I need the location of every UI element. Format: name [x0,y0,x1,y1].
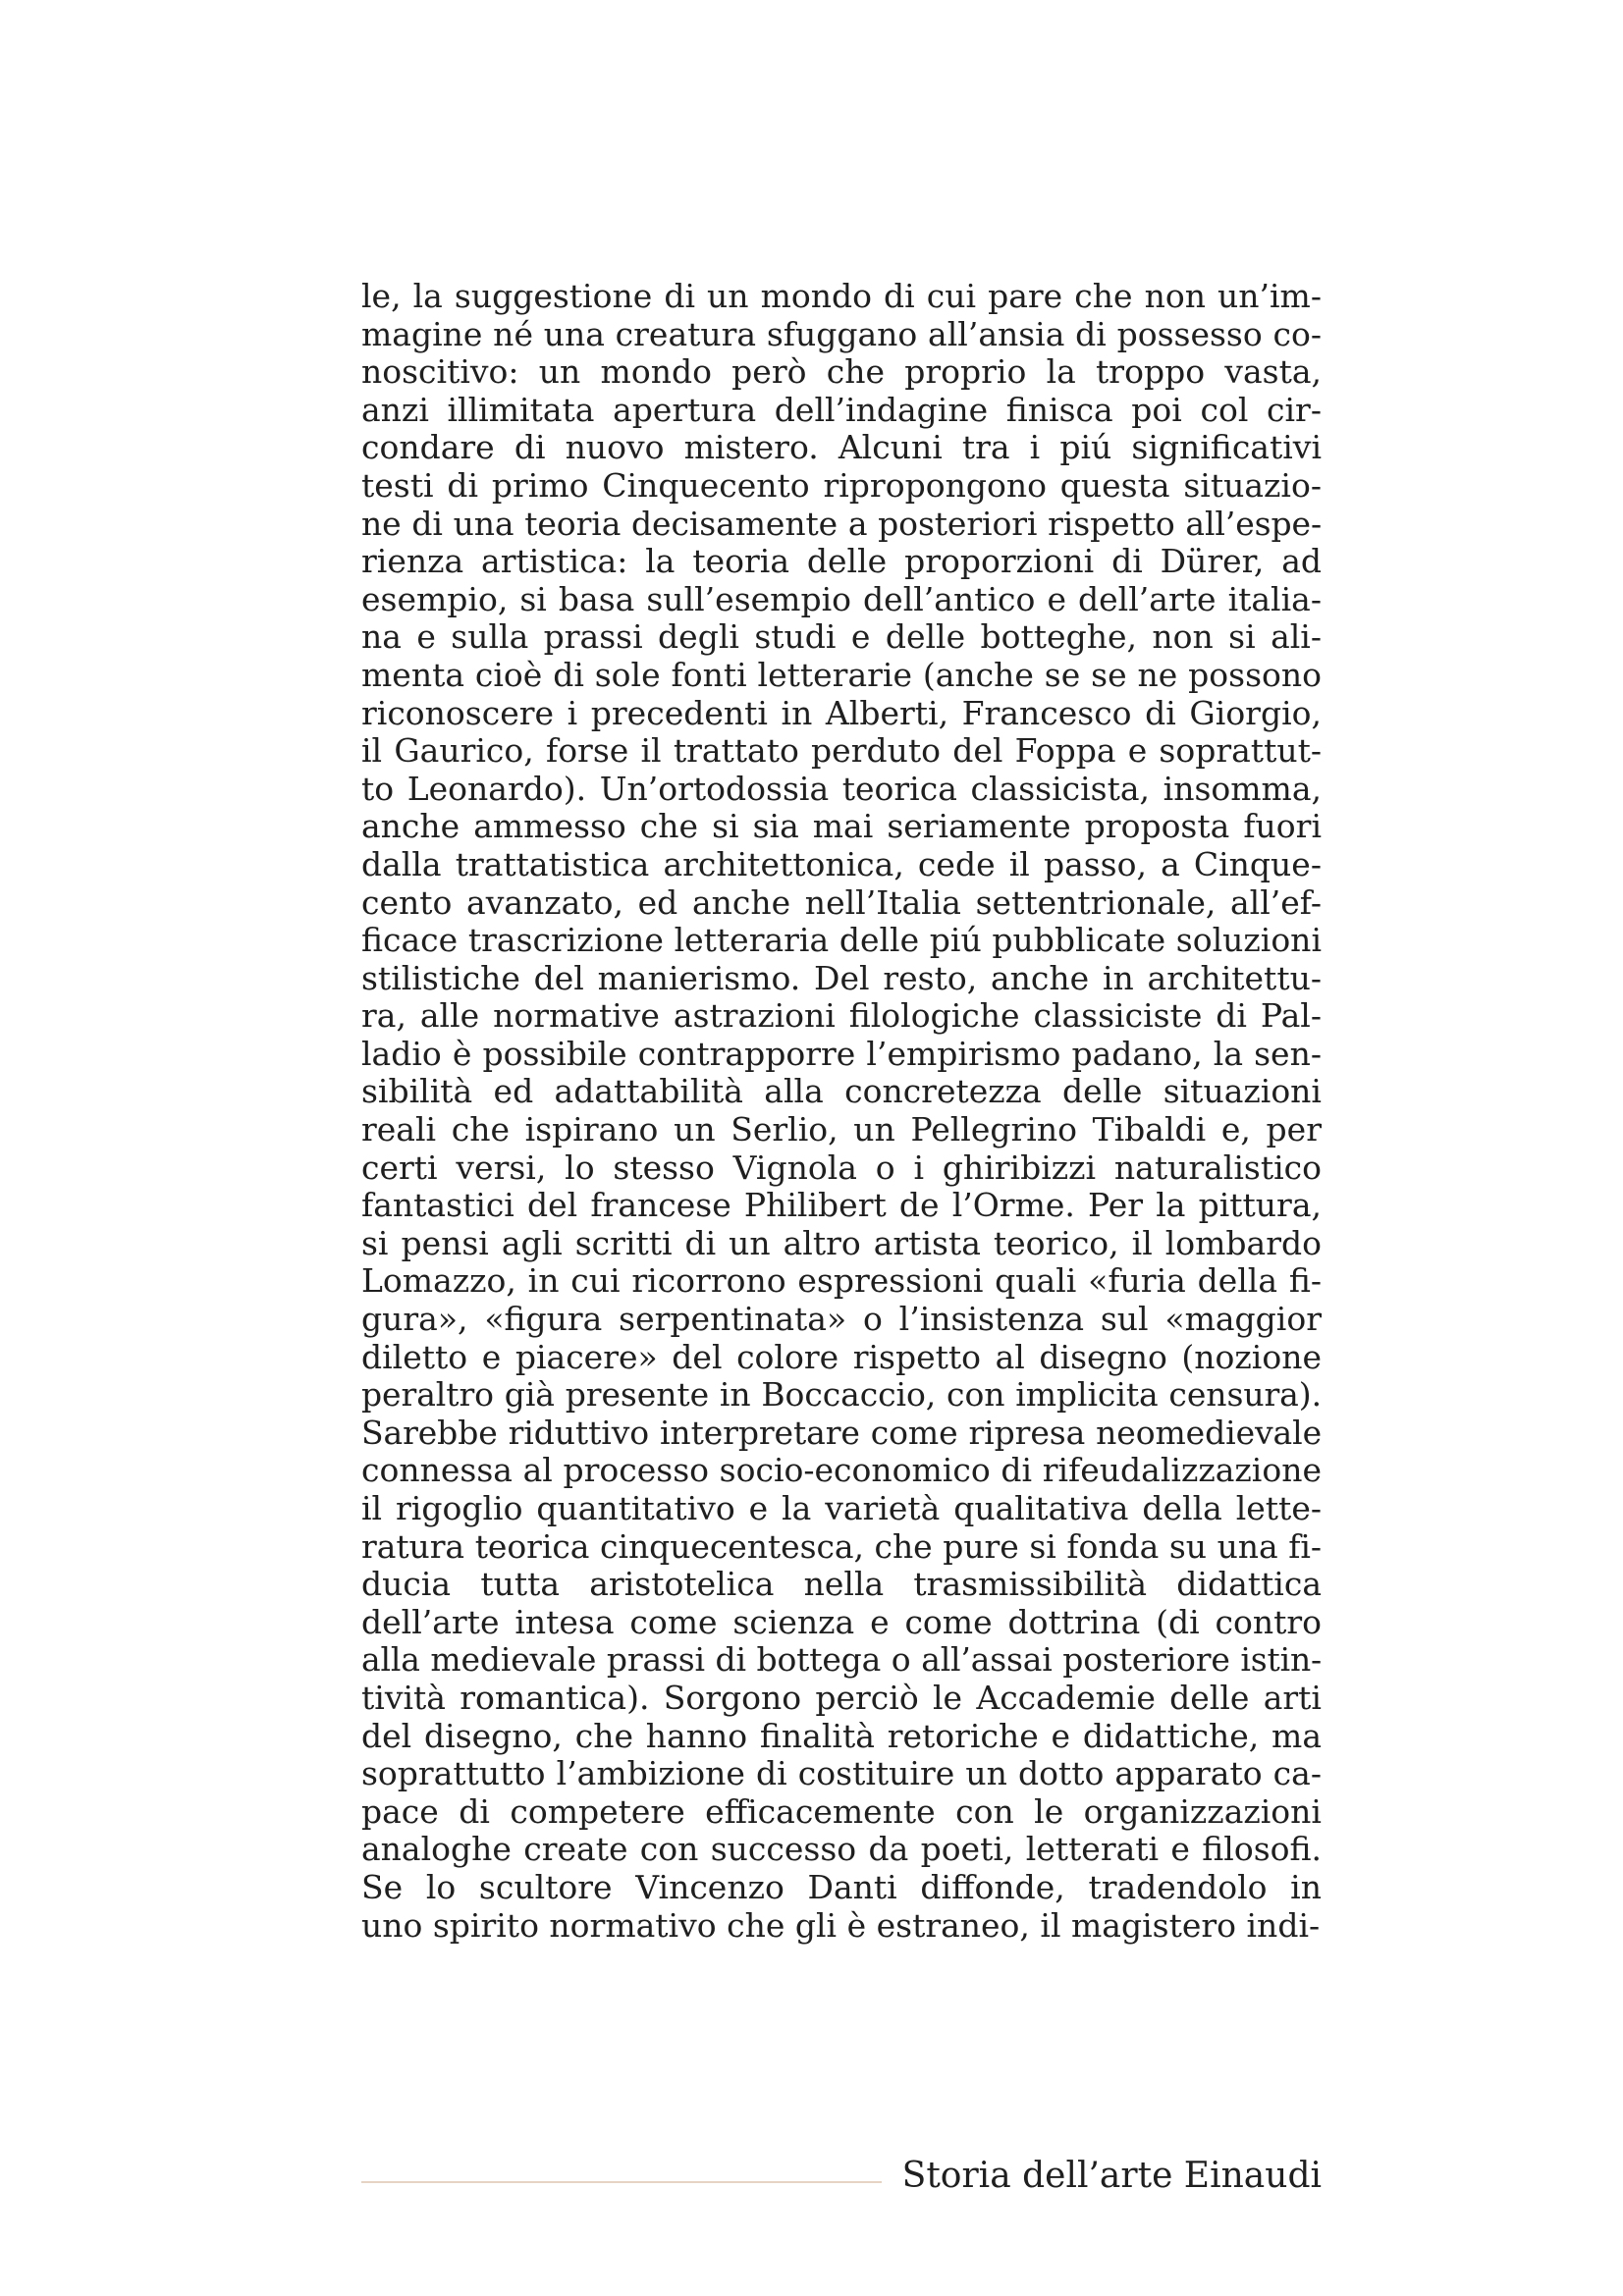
text-line: pace di competere efficacemente con le organizzazioni [361,1791,1322,1831]
text-line: il Gaurico, forse il trattato perduto del Foppa e soprattut- [361,731,1322,771]
text-line: menta cioè di sole fonti letterarie (anche se se ne possono [361,655,1322,694]
text-line: del disegno, che hanno finalità retoriche e didattiche, ma [361,1716,1322,1755]
footer-rule [361,2181,882,2183]
text-line: stilistiche del manierismo. Del resto, anche in architettu- [361,958,1322,997]
text-line: riconoscere i precedenti in Alberti, Francesco di Giorgio, [361,693,1322,732]
text-line: noscitivo: un mondo però che proprio la troppo vasta, [361,352,1322,392]
text-line: analoghe create con successo da poeti, letterati e filosofi. [361,1830,1322,1869]
footer-title: Storia dell’arte Einaudi [901,2156,1322,2196]
text-line: ducia tutta aristotelica nella trasmissibilità didattica [361,1565,1322,1604]
text-line: condare di nuovo mistero. Alcuni tra i piú significativi [361,428,1322,467]
text-line: sibilità ed adattabilità alla concretezza delle situazioni [361,1072,1322,1111]
text-line: tività romantica). Sorgono perciò le Accademie delle arti [361,1678,1322,1717]
text-line: uno spirito normativo che gli è estraneo, il magistero indi- [361,1905,1321,1945]
text-line: esempio, si basa sull’esempio dell’antico e dell’arte italia- [361,579,1322,618]
text-line: connessa al processo socio-economico di rifeudalizzazione [361,1451,1322,1490]
text-line: to Leonardo). Un’ortodossia teorica classicista, insomma, [361,769,1322,808]
text-line: certi versi, lo stesso Vignola o i ghiribizzi naturalistico [361,1148,1322,1187]
text-line: alla medievale prassi di bottega o all’assai posteriore istin- [361,1640,1322,1680]
text-line: ne di una teoria decisamente a posteriori rispetto all’espe- [361,504,1322,543]
text-line: reali che ispirano un Serlio, un Pellegrino Tibaldi e, per [361,1110,1322,1149]
text-line: Lomazzo, in cui ricorrono espressioni quali «furia della fi- [361,1261,1322,1301]
text-line: si pensi agli scritti di un altro artista teorico, il lombardo [361,1223,1322,1262]
body-text-block [361,278,1322,1945]
text-line: testi di primo Cinquecento ripropongono questa situazio- [361,465,1322,505]
text-line: dalla trattatistica architettonica, cede il passo, a Cinque- [361,844,1322,883]
text-line: peraltro già presente in Boccaccio, con implicita censura). [361,1375,1322,1415]
text-line: rienza artistica: la teoria delle proporzioni di Dürer, ad [361,542,1322,581]
text-line: anche ammesso che si sia mai seriamente proposta fuori [361,807,1322,846]
text-line: il rigoglio quantitativo e la varietà qualitativa della lette- [361,1489,1322,1527]
text-line: dell’arte intesa come scienza e come dottrina (di contro [361,1602,1322,1641]
text-line: fantastici del francese Philibert de l’Orme. Per la pittura, [361,1186,1322,1225]
text-line: anzi illimitata apertura dell’indagine finisca poi col cir- [361,390,1322,429]
text-line: Sarebbe riduttivo interpretare come ripresa neomedievale [361,1413,1322,1452]
text-line: na e sulla prassi degli studi e delle botteghe, non si ali- [361,617,1322,657]
text-line: Se lo scultore Vincenzo Danti diffonde, tradendolo in [361,1867,1322,1906]
text-line: diletto e piacere» del colore rispetto al disegno (nozione [361,1337,1322,1376]
text-line: soprattutto l’ambizione di costituire un dotto apparato ca- [361,1754,1322,1793]
text-line: ratura teorica cinquecentesca, che pure si fonda su una fi- [361,1526,1322,1566]
text-line: le, la suggestione di un mondo di cui pare che non un’im- [361,277,1322,315]
text-line: magine né una creatura sfuggano all’ansia di possesso co- [361,314,1322,353]
text-line: cento avanzato, ed anche nell’Italia settentrionale, all’ef- [361,882,1322,922]
text-line: ladio è possibile contrapporre l’empirismo padano, la sen- [361,1034,1322,1073]
text-line: ficace trascrizione letteraria delle piú pubblicate soluzioni [361,921,1322,960]
text-line: ra, alle normative astrazioni filologiche classiciste di Pal- [361,996,1322,1036]
text-line: gura», «figura serpentinata» o l’insistenza sul «maggior [361,1300,1322,1339]
